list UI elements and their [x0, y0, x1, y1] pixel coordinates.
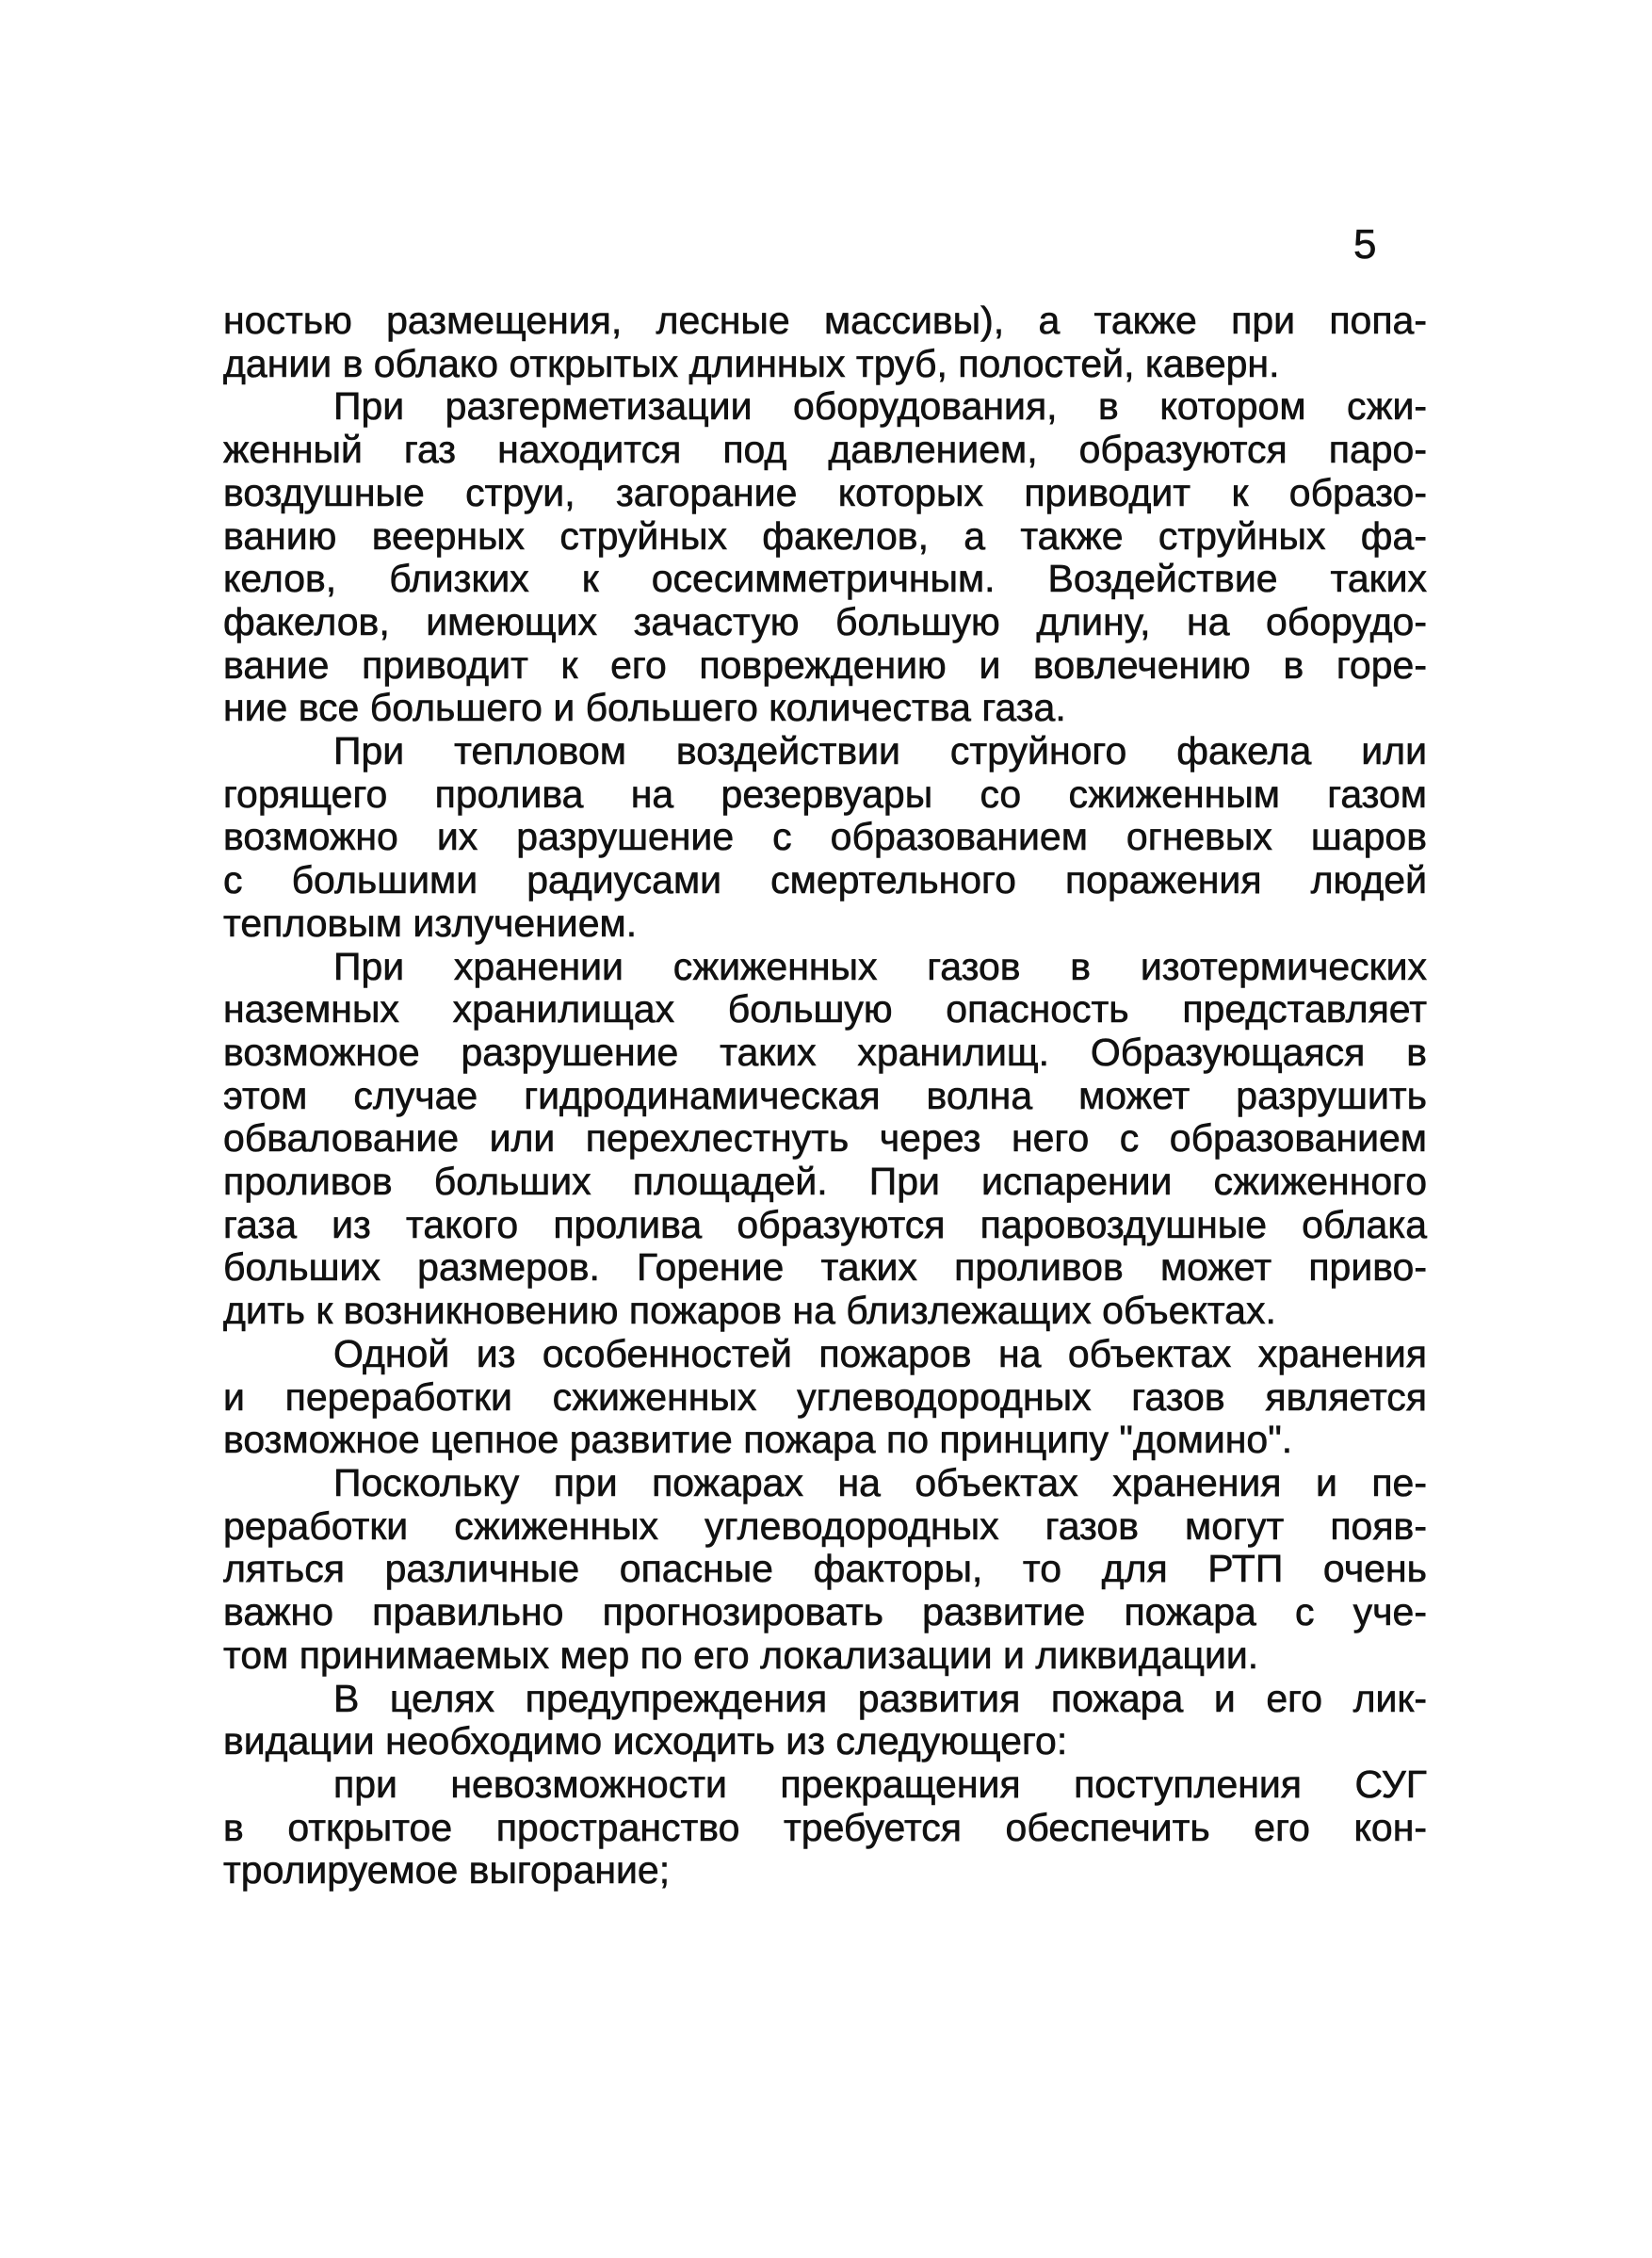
paragraph	[223, 1462, 1427, 1678]
paragraph	[223, 1678, 1427, 1763]
text-line: воздушные струи, загорание которых приводит к образо-	[223, 470, 1427, 514]
text-line: возможное разрушение таких хранилищ. Образующаяся в	[223, 1030, 1427, 1074]
text-line: тролируемое выгорание;	[223, 1848, 671, 1892]
text-line: возможное цепное развитие пожара по принципу "домино".	[223, 1418, 1293, 1462]
paragraph	[223, 1333, 1427, 1462]
paragraph	[223, 730, 1427, 946]
body-text	[223, 300, 1427, 1892]
text-line: с большими радиусами смертельного поражения людей	[223, 858, 1427, 902]
text-line: келов, близких к осесимметричным. Воздействие таких	[223, 557, 1427, 601]
paragraph	[223, 1763, 1427, 1892]
page-number: 5	[1353, 221, 1377, 268]
text-line: Поскольку при пожарах на объектах хранения и пе-	[333, 1460, 1427, 1504]
text-line: При тепловом воздействии струйного факела или	[333, 729, 1427, 773]
text-line: ностью размещения, лесные массивы), а также при попа-	[223, 299, 1427, 342]
text-line: Одной из особенностей пожаров на объектах хранения	[333, 1331, 1427, 1375]
text-line: ляться различные опасные факторы, то для РТП очень	[223, 1547, 1427, 1591]
text-line: наземных хранилищах большую опасность представляет	[223, 987, 1427, 1032]
text-line: в открытое пространство требуется обеспечить его кон-	[223, 1805, 1427, 1849]
text-line: важно правильно прогнозировать развитие пожара с уче-	[223, 1590, 1427, 1634]
text-line: дании в облако открытых длинных труб, полостей, каверн.	[223, 341, 1280, 385]
text-line: горящего пролива на резервуары со сжиженным газом	[223, 772, 1427, 816]
text-line: при невозможности прекращения поступления СУГ	[333, 1762, 1427, 1806]
text-line: факелов, имеющих зачастую большую длину, на оборудо-	[223, 599, 1427, 643]
text-line: В целях предупреждения развития пожара и его лик-	[333, 1676, 1427, 1720]
text-line: ние все большего и большего количества газа.	[223, 686, 1066, 730]
text-line: При хранении сжиженных газов в изотермических	[333, 944, 1427, 988]
text-line: том принимаемых мер по его локализации и ликвидации.	[223, 1633, 1259, 1677]
paragraph	[223, 385, 1427, 730]
text-line: реработки сжиженных углеводородных газов могут появ-	[223, 1503, 1427, 1548]
paragraph	[223, 946, 1427, 1333]
text-line: и переработки сжиженных углеводородных газов является	[223, 1374, 1427, 1419]
text-line: газа из такого пролива образуются паровоздушные облака	[223, 1202, 1427, 1246]
text-line: больших размеров. Горение таких проливов может приво-	[223, 1245, 1427, 1290]
text-line: тепловым излучением.	[223, 901, 638, 945]
text-line: этом случае гидродинамическая волна может разрушить	[223, 1073, 1427, 1117]
text-line: проливов больших площадей. При испарении сжиженного	[223, 1160, 1427, 1204]
text-line: видации необходимо исходить из следующего:	[223, 1719, 1068, 1763]
paragraph	[223, 300, 1427, 385]
text-line: женный газ находится под давлением, образуются паро-	[223, 428, 1427, 472]
text-line: При разгерметизации оборудования, в котором сжи-	[333, 384, 1427, 429]
text-line: вание приводит к его повреждению и вовлечению в горе-	[223, 642, 1427, 687]
text-line: обвалование или перехлестнуть через него с образованием	[223, 1116, 1427, 1161]
text-line: возможно их разрушение с образованием огневых шаров	[223, 815, 1427, 859]
text-line: ванию веерных струйных факелов, а также струйных фа-	[223, 513, 1427, 558]
text-line: дить к возникновению пожаров на близлежащих объектах.	[223, 1289, 1276, 1333]
